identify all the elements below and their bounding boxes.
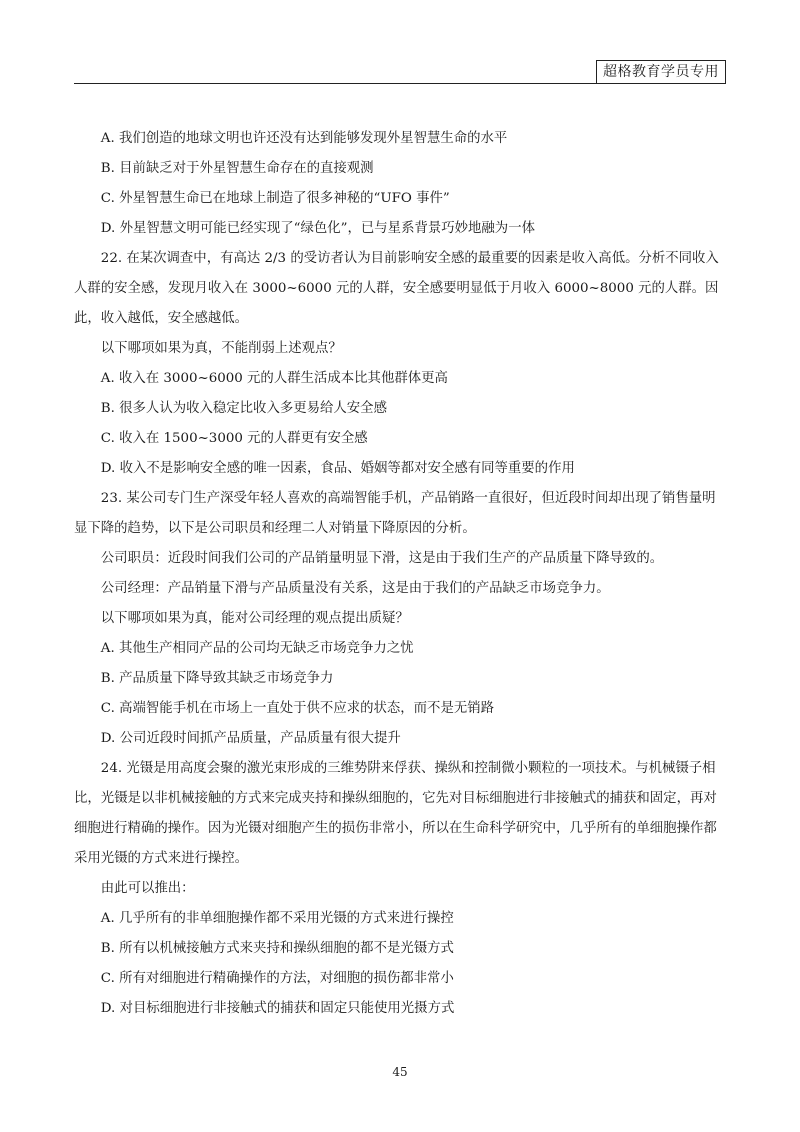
q23-option-d: D. 公司近段时间抓产品质量，产品质量有很大提升 [100,731,401,746]
q24-option-c: C. 所有对细胞进行精确操作的方法，对细胞的损伤都非常小 [100,971,454,986]
q24-option-a: A. 几乎所有的非单细胞操作都不采用光镊的方式来进行操控 [100,911,454,926]
page-number: 45 [392,1065,408,1079]
q22-option-a: A. 收入在 3000~6000 元的人群生活成本比其他群体更高 [100,371,448,386]
q22-option-b: B. 很多人认为收入稳定比收入多更易给人安全感 [100,401,387,416]
q22-stem: 22. 在某次调查中，有高达 2/3 的受访者认为目前影响安全感的最重要的因素是收入高低。分析不同收入人群的安全感，发现月收入在 3000~6000 元的人群，安全感要明显低于月收入 6000~8000 元的人群。因此，收入越低，安全感越低。 [74,251,719,326]
header-divider [74,83,726,84]
q22-option-d: D. 收入不是影响安全感的唯一因素，食品、婚姻等都对安全感有同等重要的作用 [100,461,575,476]
q23-option-c: C. 高端智能手机在市场上一直处于供不应求的状态，而不是无销路 [100,701,495,716]
q24-stem: 24. 光镊是用高度会聚的激光束形成的三维势阱来俘获、操纵和控制微小颗粒的一项技术。与机械镊子相比，光镊是以非机械接触的方式来完成夹持和操纵细胞的，它先对目标细胞进行非接触式的捕获和固定，再对细胞进行精确的操作。因为光镊对细胞产生的损伤非常小，所以在生命科学研究中，几乎所有的单细胞操作都采用光镊的方式来进行操控。 [74,761,717,866]
q21-option-c: C. 外星智慧生命已在地球上制造了很多神秘的“UFO 事件” [100,191,450,206]
q21-option-d: D. 外星智慧文明可能已经实现了“绿色化”，已与星系背景巧妙地融为一体 [100,221,535,236]
q21-option-a: A. 我们创造的地球文明也许还没有达到能够发现外星智慧生命的水平 [100,131,508,146]
q22-option-c: C. 收入在 1500~3000 元的人群更有安全感 [100,431,368,446]
q23-staff-statement: 公司职员：近段时间我们公司的产品销量明显下滑，这是由于我们生产的产品质量下降导致的。 [100,551,664,566]
q24-prompt: 由此可以推出： [100,881,195,896]
q23-stem: 23. 某公司专门生产深受年轻人喜欢的高端智能手机，产品销路一直很好，但近段时间却出现了销售量明显下降的趋势，以下是公司职员和经理二人对销量下降原因的分析。 [74,491,716,536]
q23-manager-statement: 公司经理：产品销量下滑与产品质量没有关系，这是由于我们的产品缺乏市场竞争力。 [100,581,610,596]
q22-prompt: 以下哪项如果为真，不能削弱上述观点？ [100,341,342,356]
page-content [74,124,726,1024]
q23-option-a: A. 其他生产相同产品的公司均无缺乏市场竞争力之忧 [100,641,414,656]
q23-prompt: 以下哪项如果为真，能对公司经理的观点提出质疑？ [100,611,409,626]
q21-option-b: B. 目前缺乏对于外星智慧生命存在的直接观测 [100,161,374,176]
q24-option-b: B. 所有以机械接触方式来夹持和操纵细胞的都不是光镊方式 [100,941,454,956]
header-stamp: 超格教育学员专用 [596,60,726,84]
q23-option-b: B. 产品质量下降导致其缺乏市场竞争力 [100,671,334,686]
q24-option-d: D. 对目标细胞进行非接触式的捕获和固定只能使用光摄方式 [100,1001,455,1016]
